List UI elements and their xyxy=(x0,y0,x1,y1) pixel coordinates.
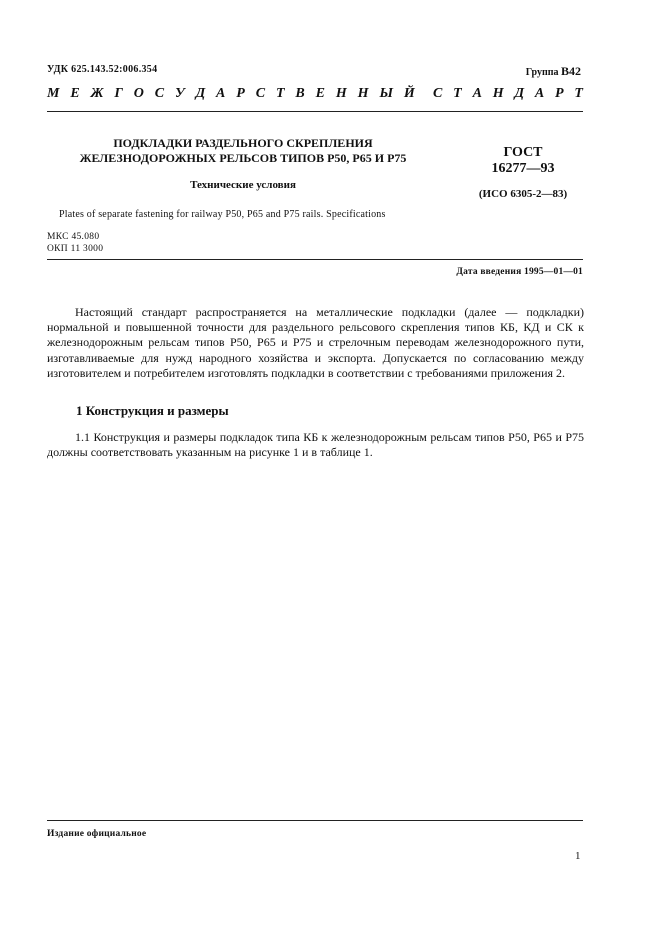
title-line-2: ЖЕЛЕЗНОДОРОЖНЫХ РЕЛЬСОВ ТИПОВ Р50, Р65 И Р75 xyxy=(79,151,407,165)
banner-letter: А xyxy=(472,86,482,101)
banner-letter: Е xyxy=(70,86,80,101)
group-code xyxy=(526,64,581,79)
banner-letter: Р xyxy=(236,86,245,101)
banner-word-standard xyxy=(433,86,583,102)
banner-letter: Д xyxy=(195,86,206,101)
banner-letter: Е xyxy=(315,86,325,101)
banner-letter: Н xyxy=(335,86,347,101)
group-label: Группа xyxy=(525,67,559,78)
banner-letter: А xyxy=(216,86,226,101)
banner-letter: С xyxy=(255,86,266,101)
title-rule xyxy=(47,259,583,260)
gost-label: ГОСТ xyxy=(503,145,543,160)
udk-code: УДК 625.143.52:006.354 xyxy=(47,64,158,75)
banner-letter: С xyxy=(154,86,165,101)
section-heading: 1 Конструкция и размеры xyxy=(76,403,229,418)
scope-paragraph: Настоящий стандарт распространяется на металлические подкладки (далее — подкладки) нормальной и повышенной точности для раздельного рельсового скрепления типов КБ, КД и СК к железнодорожным рельсам типов Р50, Р65 и Р75 и стрелочным переводам железнодорожного пути, изготавливаемые для нужд народного хозяйства и экспорта. Допускается по согласованию между изготовителем и потребителем изготовлять подкладки в соответствии с требованиями приложения 2. xyxy=(47,305,584,380)
introduction-date: Дата введения 1995—01—01 xyxy=(456,267,583,277)
standard-banner xyxy=(47,86,583,102)
banner-letter: Д xyxy=(514,86,525,101)
title-line-1: ПОДКЛАДКИ РАЗДЕЛЬНОГО СКРЕПЛЕНИЯ xyxy=(113,136,373,150)
banner-letter: Ж xyxy=(90,86,104,101)
okp-code: ОКП 11 3000 xyxy=(47,244,104,254)
page-number: 1 xyxy=(575,850,581,862)
footer-rule xyxy=(47,820,583,821)
banner-letter: Т xyxy=(275,86,285,101)
iso-reference: (ИСО 6305-2—83) xyxy=(478,188,568,200)
english-title: Plates of separate fastening for railway P50, P65 and P75 rails. Specifications xyxy=(59,209,386,220)
banner-letter: У xyxy=(174,86,185,101)
banner-word-interstate xyxy=(47,86,415,102)
banner-letter: Ы xyxy=(379,86,394,101)
banner-letter: Г xyxy=(114,86,123,101)
group-value: B42 xyxy=(560,64,581,78)
gost-number: 16277—93 xyxy=(491,161,555,176)
banner-letter: О xyxy=(133,86,144,101)
banner-letter: Н xyxy=(357,86,369,101)
classification-codes xyxy=(47,231,103,255)
banner-letter: М xyxy=(47,86,60,101)
document-subtitle: Технические условия xyxy=(190,179,296,191)
banner-letter: Н xyxy=(492,86,504,101)
edition-label: Издание официальное xyxy=(47,829,147,839)
mks-code: МКС 45.080 xyxy=(47,232,100,242)
banner-letter: Й xyxy=(403,86,415,101)
banner-letter: В xyxy=(295,86,305,101)
clause-paragraph: 1.1 Конструкция и размеры подкладок типа КБ к железнодорожным рельсам типов Р50, Р65 и Р75 должны соответствовать указанным на рисунке 1 и в таблице 1. xyxy=(47,430,584,460)
gost-designation xyxy=(468,145,578,177)
banner-letter: А xyxy=(534,86,545,101)
banner-letter: Т xyxy=(453,86,462,101)
banner-letter: Р xyxy=(555,86,564,101)
header-rule xyxy=(47,111,583,112)
banner-letter: Т xyxy=(574,86,583,101)
banner-letter: С xyxy=(433,86,443,101)
document-title xyxy=(60,136,426,166)
